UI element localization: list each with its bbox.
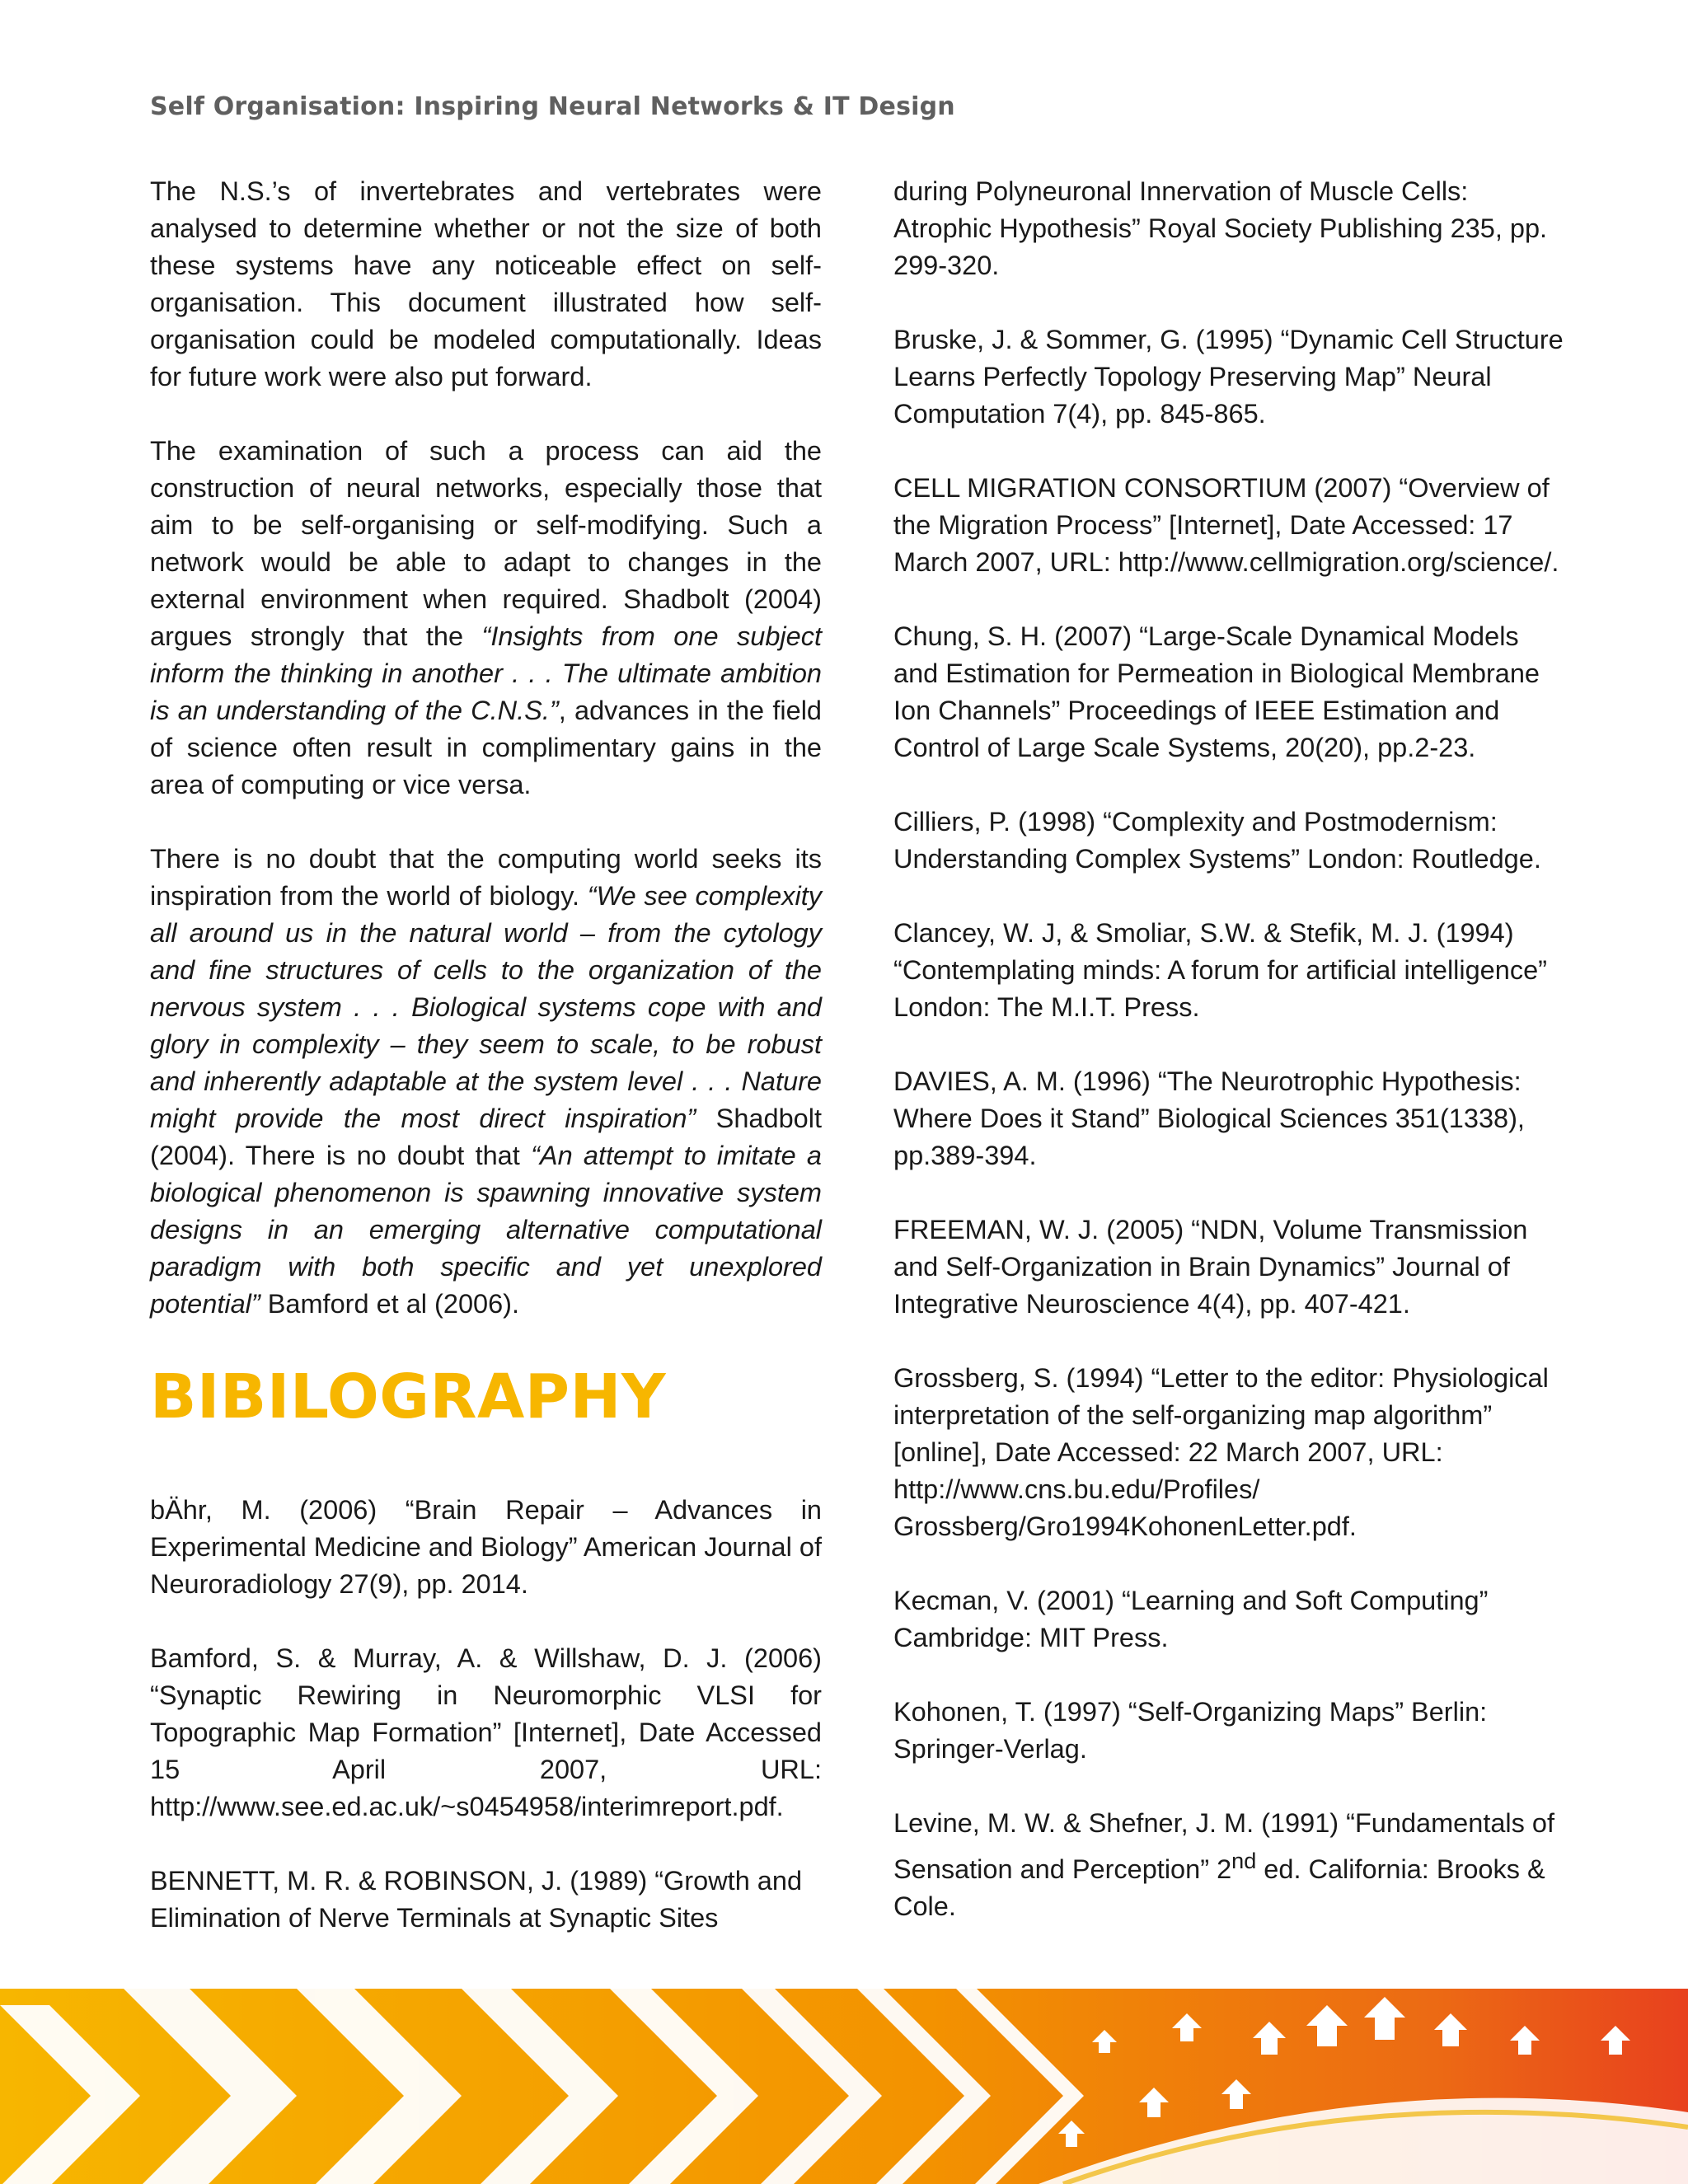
reference-item-levine xyxy=(893,1805,1569,1925)
reference-item: Clancey, W. J, & Smoliar, S.W. & Stefik, M. J. (1994) “Contemplating minds: A forum for artificial intelligence” London: The M.I.T. Press. xyxy=(893,918,1547,1022)
reference-item: bÄhr, M. (2006) “Brain Repair – Advances in Experimental Medicine and Biology” American Journal of Neuroradiology 27(9), pp. 2014. xyxy=(150,1495,822,1599)
reference-item: Bamford, S. & Murray, A. & Willshaw, D. J. (2006) “Synaptic Rewiring in Neuromorphic VLSI for Topographic Map Formation” [Internet], Date Accessed 15 April 2007, URL: http://www.see.ed.ac.uk/~s0454958/interimreport.pdf. xyxy=(150,1643,822,1821)
reference-item: Grossberg, S. (1994) “Letter to the editor: Physiological interpretation of the self-organizing map algorithm” [online], Date Accessed: 22 March 2007, URL: http://www.cns.bu.edu/Profiles/ Grossberg/Gro1994KohonenLetter.pdf. xyxy=(893,1363,1549,1541)
bibliography-heading: BIBILOGRAPHY xyxy=(150,1361,667,1432)
paragraph-summary: The N.S.’s of invertebrates and vertebrates were analysed to determine whether or not the size of both these systems have any noticeable effect on self-organisation. This document illustrated how self-organisation could be modeled computationally. Ideas for future work were also put forward. xyxy=(150,176,822,391)
reference-item: Bruske, J. & Sommer, G. (1995) “Dynamic Cell Structure Learns Perfectly Topology Preserving Map” Neural Computation 7(4), pp. 845-865. xyxy=(893,325,1564,429)
right-column xyxy=(893,173,1569,1962)
banner-graphic xyxy=(0,1989,1688,2184)
text: ed. California: Brooks & Cole. xyxy=(893,1854,1545,1921)
quote: “An attempt to imitate a biological phenomenon is spawning innovative system designs in an emerging alternative computational paradigm with both specific and yet unexplored potential” xyxy=(150,1141,823,1319)
page-header: Self Organisation: Inspiring Neural Networks & IT Design xyxy=(150,92,955,121)
text: Shadbolt (2004). There is no doubt that xyxy=(150,1104,822,1170)
paragraph-neural-networks xyxy=(150,433,822,804)
text: Bamford et al (2006). xyxy=(260,1289,520,1319)
footer-banner xyxy=(0,1989,1688,2184)
quote: “We see complexity all around us in the natural world – from the cytology and fine structures of cells to the organization of the nervous system . . . Biological systems cope with and glory in complexity – they seem to scale, to be robust and inherently adaptable at the system level . . . Nature might provide the most direct inspiration” xyxy=(150,881,823,1133)
reference-item: DAVIES, A. M. (1996) “The Neurotrophic Hypothesis: Where Does it Stand” Biological Sciences 351(1338), pp.389-394. xyxy=(893,1066,1525,1170)
reference-item: Cilliers, P. (1998) “Complexity and Postmodernism: Understanding Complex Systems” London: Routledge. xyxy=(893,807,1541,874)
superscript: nd xyxy=(1231,1848,1257,1873)
text: Levine, M. W. & Shefner, J. M. (1991) “Fundamentals of Sensation and Perception” 2 xyxy=(893,1808,1555,1884)
reference-item: CELL MIGRATION CONSORTIUM (2007) “Overview of the Migration Process” [Internet], Date Accessed: 17 March 2007, URL: http://www.cellmigration.org/science/. xyxy=(893,473,1559,577)
text: There is no doubt that the computing world seeks its inspiration from the world of biology. xyxy=(150,844,822,911)
reference-item: Kohonen, T. (1997) “Self-Organizing Maps” Berlin: Springer-Verlag. xyxy=(893,1697,1488,1764)
paragraph-biology-inspiration xyxy=(150,841,822,1323)
quote: “Insights from one subject inform the thinking in another . . . The ultimate ambition is an understanding of the C.N.S.” xyxy=(150,621,822,725)
text: , advances in the field of science often result in complimentary gains in the area of computing or vice versa. xyxy=(150,696,822,799)
reference-item: Chung, S. H. (2007) “Large-Scale Dynamical Models and Estimation for Permeation in Biological Membrane Ion Channels” Proceedings of IEEE Estimation and Control of Large Scale Systems, 20(20), pp.2-23. xyxy=(893,621,1540,762)
text: The examination of such a process can aid the construction of neural networks, especially those that aim to be self-organising or self-modifying. Such a network would be able to adapt to changes in the external environment when required. Shadbolt (2004) argues strongly that the xyxy=(150,436,822,651)
reference-item: FREEMAN, W. J. (2005) “NDN, Volume Transmission and Self-Organization in Brain Dynamics” Journal of Integrative Neuroscience 4(4), pp. 407-421. xyxy=(893,1215,1528,1319)
reference-item: Kecman, V. (2001) “Learning and Soft Computing” Cambridge: MIT Press. xyxy=(893,1586,1489,1652)
reference-continuation: during Polyneuronal Innervation of Muscle Cells: Atrophic Hypothesis” Royal Society Publishing 235, pp. 299-320. xyxy=(893,176,1548,280)
reference-item: BENNETT, M. R. & ROBINSON, J. (1989) “Growth and Elimination of Nerve Terminals at Synaptic Sites xyxy=(150,1866,803,1933)
left-column xyxy=(150,173,822,1974)
